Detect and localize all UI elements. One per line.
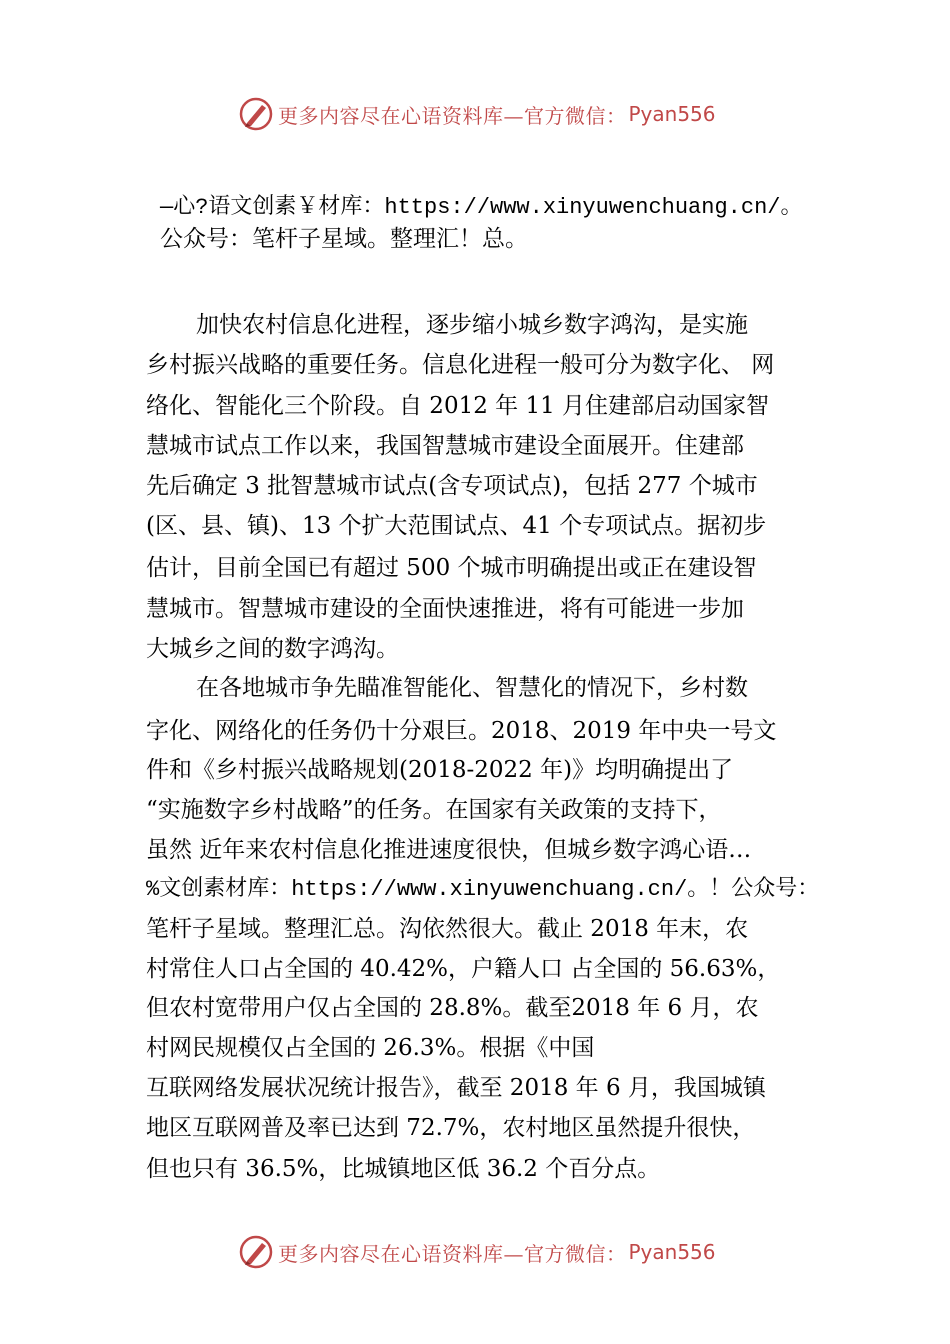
watermark-wechat-id: Pyan556 [628, 1240, 716, 1264]
pen-logo-icon [238, 1234, 274, 1270]
watermark-text: 更多内容尽在心语资料库—官方微信： [278, 1241, 627, 1266]
text-line: %文创素材库：https://www.xinyuwenchuang.cn/。！公众号： [146, 877, 820, 902]
text-line: 估计，目前全国已有超过 500 个城市明确提出或正在建设智 [146, 555, 757, 581]
text-line: 村常住人口占全国的 40.42%，户籍人口 占全国的 56.63%， [146, 956, 781, 982]
text-line: 络化、智能化三个阶段。自 2012 年 11 月住建部启动国家智 [146, 393, 770, 419]
paragraph-1-first-line: 加快农村信息化进程，逐步缩小城乡数字鸿沟，是实施 [196, 312, 748, 338]
text-line: “实施数字乡村战略”的任务。在国家有关政策的支持下， [146, 797, 722, 823]
text-line: 先后确定 3 批智慧城市试点(含专项试点)，包括 277 个城市 [146, 473, 758, 499]
text-line: 公众号：笔杆子星域。整理汇！总。 [160, 226, 528, 252]
text-line: 村网民规模仅占全国的 26.3%。根据《中国 [146, 1035, 595, 1061]
text-line: 大城乡之间的数字鸿沟。 [146, 636, 399, 662]
watermark-text: 更多内容尽在心语资料库—官方微信： [278, 103, 627, 128]
paragraph-2-first-line: 在各地城市争先瞄准智能化、智慧化的情况下，乡村数 [196, 675, 748, 701]
text-line: —心?语文创素￥材库：https://www.xinyuwenchuang.cn/。 [160, 195, 803, 220]
text-line: 乡村振兴战略的重要任务。信息化进程一般可分为数字化、 网 [146, 352, 775, 378]
text-line: (区、县、镇)、13 个扩大范围试点、41 个专项试点。据初步 [146, 513, 767, 539]
pen-logo-icon [238, 96, 274, 132]
text-line: 件和《乡村振兴战略规划(2018-2022 年)》均明确提出了 [146, 757, 734, 783]
text-line: 虽然 近年来农村信息化推进速度很快，但城乡数字鸿心语… [146, 837, 752, 863]
text-line: 慧城市。智慧城市建设的全面快速推进，将有可能进一步加 [146, 596, 744, 622]
text-line: 互联网络发展状况统计报告》，截至 2018 年 6 月，我国城镇 [146, 1075, 766, 1101]
text-line: 但也只有 36.5%，比城镇地区低 36.2 个百分点。 [146, 1156, 661, 1182]
watermark-footer [238, 1232, 716, 1272]
text-line: 地区互联网普及率已达到 72.7%，农村地区虽然提升很快， [146, 1115, 756, 1141]
text-line: 字化、网络化的任务仍十分艰巨。2018、2019 年中央一号文 [146, 718, 777, 744]
text-line: 但农村宽带用户仅占全国的 28.8%。截至2018 年 6 月，农 [146, 995, 759, 1021]
watermark-wechat-id: Pyan556 [628, 102, 716, 126]
text-line: 慧城市试点工作以来，我国智慧城市建设全面展开。住建部 [146, 433, 744, 459]
watermark-header [238, 94, 716, 134]
text-line: 笔杆子星域。整理汇总。沟依然很大。截止 2018 年末，农 [146, 916, 749, 942]
